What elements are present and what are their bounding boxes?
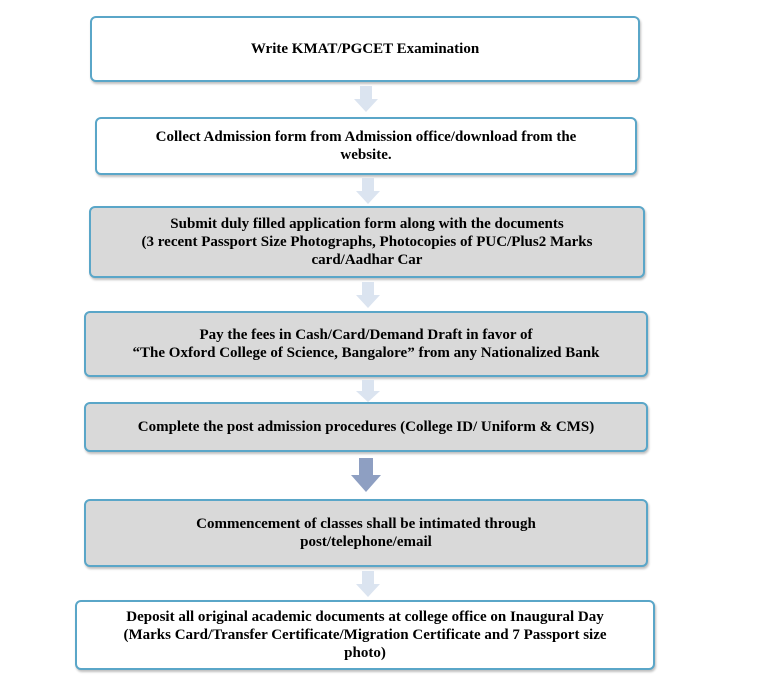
down-arrow-icon	[356, 282, 380, 308]
step-6-line-2: post/telephone/email	[300, 534, 432, 550]
step-pay-fees	[84, 311, 648, 377]
step-collect-form	[95, 117, 637, 175]
step-5-line-1: Complete the post admission procedures (College ID/ Uniform & CMS)	[137, 419, 595, 435]
down-arrow-icon	[356, 380, 380, 402]
down-arrow-icon	[351, 458, 381, 492]
step-2-line-2: website.	[340, 147, 392, 163]
step-commencement	[84, 499, 648, 567]
down-arrow-icon	[356, 571, 380, 597]
step-submit-application	[89, 206, 645, 278]
step-7-line-2: (Marks Card/Transfer Certificate/Migration Certificate and 7 Passport size	[123, 627, 607, 643]
step-3-line-1: Submit duly filled application form along with the documents	[170, 216, 564, 232]
step-3-line-2: (3 recent Passport Size Photographs, Photocopies of PUC/Plus2 Marks	[141, 234, 593, 250]
step-3-line-3: card/Aadhar Car	[311, 252, 423, 268]
down-arrow-icon	[356, 178, 380, 204]
step-post-admission	[84, 402, 648, 452]
step-6-line-1: Commencement of classes shall be intimated through	[196, 516, 536, 532]
step-2-line-1: Collect Admission form from Admission office/download from the	[155, 129, 577, 145]
step-deposit-documents	[75, 600, 655, 670]
step-7-line-3: photo)	[344, 645, 386, 661]
step-7-line-1: Deposit all original academic documents at college office on Inaugural Day	[126, 609, 604, 625]
step-4-line-2: “The Oxford College of Science, Bangalore” from any Nationalized Bank	[132, 345, 600, 361]
step-4-line-1: Pay the fees in Cash/Card/Demand Draft in favor of	[199, 327, 533, 343]
step-write-exam	[90, 16, 640, 82]
step-1-line-1: Write KMAT/PGCET Examination	[250, 41, 480, 57]
down-arrow-icon	[354, 86, 378, 112]
